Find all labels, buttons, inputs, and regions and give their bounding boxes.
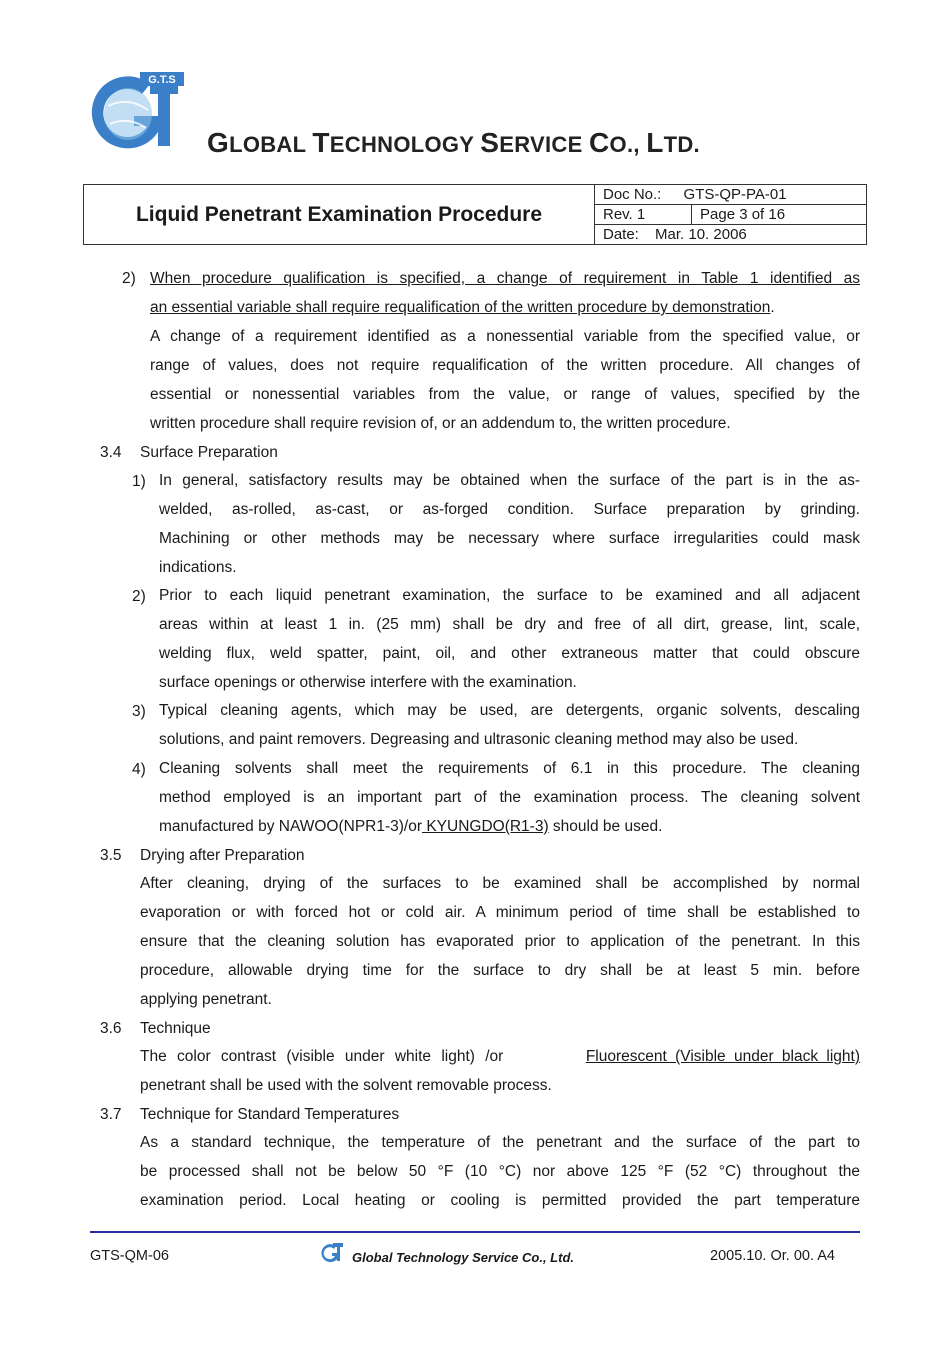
paragraph-line: essential or nonessential variables from the value, or range of values, specified by the [150,386,860,403]
company-cap-g: G [207,127,230,158]
section-number: 3.6 [100,1020,122,1037]
doc-no-label: Doc No.: [603,186,662,203]
list-number: 3) [132,703,146,720]
paragraph-line: method employed is an important part of the examination process. The cleaning solvent [159,789,860,806]
paragraph-line: applying penetrant. [140,991,272,1008]
date-label: Date: [603,226,639,243]
section-number: 3.4 [100,444,122,461]
company-name [207,127,700,159]
text-span: manufactured by NAWOO(NPR1-3)/or [159,818,423,835]
date-cell [595,225,867,245]
paragraph-line: procedure, allowable drying time for the surface to dry shall be at least 5 min. before [140,962,860,979]
paragraph-line: welded, as-rolled, as-cast, or as-forged condition. Surface preparation by grinding. [159,501,860,518]
gts-logo [88,66,188,156]
paragraph-line: After cleaning, drying of the surfaces to be examined shall be accomplished by normal [140,875,860,892]
paragraph-line: penetrant shall be used with the solvent removable process. [140,1077,552,1094]
paragraph-line [159,815,662,839]
page-number: Page 3 of 16 [692,205,867,225]
underlined-text: KYUNGDO(R1-3) [422,818,549,835]
doc-no-cell [595,185,867,205]
paragraph-line: A change of a requirement identified as a nonessential variable from the specified value, or [150,328,860,345]
underlined-text: Fluorescent (Visible under black light) [585,1048,860,1065]
paragraph-line: solutions, and paint removers. Degreasing and ultrasonic cleaning method may also be used. [159,731,799,748]
company-rest-o: O., [609,132,647,157]
paragraph-line: Prior to each liquid penetrant examination, the surface to be examined and all adjacent [159,587,860,604]
footer-logo-icon [320,1241,344,1265]
text-span: The color contrast (visible under white light) /or [140,1048,504,1065]
footer-company-name: Global Technology Service Co., Ltd. [352,1250,574,1265]
document-header-table [83,184,867,245]
section-title: Technique for Standard Temperatures [140,1106,400,1123]
company-cap-c: C [589,127,610,158]
company-rest-ervice: ERVICE [499,132,590,157]
list-number: 2) [122,270,136,287]
date-value: Mar. 10. 2006 [655,226,747,243]
paragraph-line: When procedure qualification is specified, a change of requirement in Table 1 identified as [150,270,860,287]
section-number: 3.7 [100,1106,122,1123]
paragraph-line: As a standard technique, the temperature of the penetrant and the surface of the part to [140,1134,860,1151]
footer-revision-info: 2005.10. Or. 00. A4 [710,1248,835,1264]
paragraph-line: range of values, does not require requalification of the written procedure. All changes of [150,357,860,374]
paragraph-line: ensure that the cleaning solution has evaporated prior to application of the penetrant. In this [140,933,860,950]
revision: Rev. 1 [595,205,692,225]
paragraph-line: written procedure shall require revision of, or an addendum to, the written procedure. [150,415,731,432]
paragraph-line: evaporation or with forced hot or cold air. A minimum period of time shall be established to [140,904,860,921]
paragraph-line: In general, satisfactory results may be obtained when the surface of the part is in the as- [159,472,860,489]
company-cap-t: T [312,127,330,158]
paragraph-line [150,296,775,320]
text-span: should be used. [548,818,663,835]
section-title: Technique [140,1020,211,1037]
company-rest-td: TD. [663,132,700,157]
doc-no-value: GTS-QP-PA-01 [683,186,787,203]
underlined-text: an essential variable shall require requalification of the written procedure by demonstration [150,299,771,316]
company-cap-s: S [480,127,500,158]
document-title: Liquid Penetrant Examination Procedure [84,185,595,245]
list-number: 1) [132,473,146,490]
paragraph-line: examination period. Local heating or cooling is permitted provided the part temperature [140,1192,860,1209]
paragraph-line: areas within at least 1 in. (25 mm) shall be dry and free of all dirt, grease, lint, scale, [159,616,860,633]
paragraph-line: welding flux, weld spatter, paint, oil, and other extraneous matter that could obscure [159,645,860,662]
section-title: Drying after Preparation [140,847,305,864]
paragraph-line: surface openings or otherwise interfere with the examination. [159,674,577,691]
paragraph-line: be processed shall not be below 50 °F (10 °C) nor above 125 °F (52 °C) throughout the [140,1163,860,1180]
paragraph-line: Machining or other methods may be necessary where surface irregularities could mask [159,530,860,547]
section-number: 3.5 [100,847,122,864]
company-cap-l: L [646,127,664,158]
paragraph-line: Typical cleaning agents, which may be used, are detergents, organic solvents, descaling [159,702,860,719]
text-span: . [770,299,775,316]
section-title: Surface Preparation [140,444,278,461]
paragraph-line: Cleaning solvents shall meet the requirements of 6.1 in this procedure. The cleaning [159,760,860,777]
footer-form-number: GTS-QM-06 [90,1248,169,1264]
company-rest-lobal: LOBAL [229,132,313,157]
paragraph-line [140,1045,860,1069]
company-rest-echnology: ECHNOLOGY [329,132,481,157]
list-number: 4) [132,761,146,778]
paragraph-line: indications. [159,559,237,576]
logo-lettering: G.T.S [148,74,176,86]
footer-divider [90,1231,860,1233]
list-number: 2) [132,588,146,605]
